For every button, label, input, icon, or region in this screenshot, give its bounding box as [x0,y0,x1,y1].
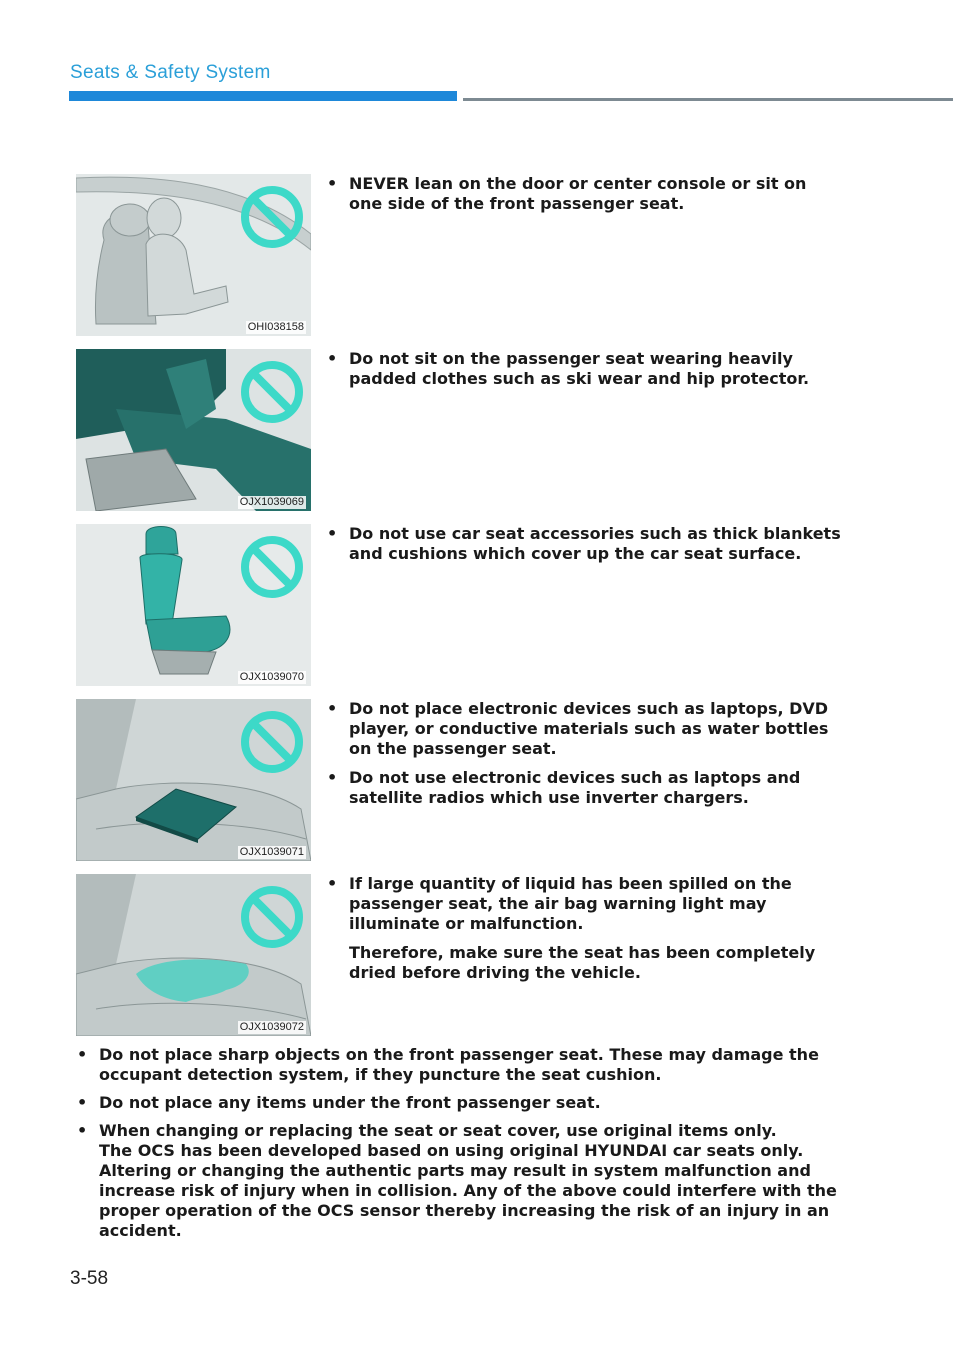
figure-3-bullets [324,524,844,573]
page-number: 3-58 [70,1268,109,1289]
figure-liquid-spill [76,874,311,1036]
figure-code: OJX1039072 [239,1021,304,1033]
bullet-text: The OCS has been developed based on using original HYUNDAI car seats only. Altering or changing the authentic parts may result in system malfunction and increase risk of injury when in collision. Any of the above could interfere with the proper operation of the OCS sensor thereby increasing the risk of an injury in an accident. [99,1141,837,1240]
padded-clothes-illustration [76,349,311,511]
figure-code: OHI038158 [247,321,304,333]
bullet-item: • Do not sit on the passenger seat wearing heavily padded clothes such as ski wear and hip protector. [324,349,844,389]
bullet-item: • NEVER lean on the door or center console or sit on one side of the front passenger seat. [324,174,844,214]
figure-code: OJX1039069 [239,496,304,508]
bullet-item: • Do not place electronic devices such as laptops, DVD player, or conductive materials such as water bottles on the passenger seat. [324,699,844,759]
bullet-text: If large quantity of liquid has been spilled on the passenger seat, the air bag warning light may illuminate or malfunction. [349,874,792,933]
figure-laptop-on-seat [76,699,311,861]
person-leaning-on-door-illustration [76,174,311,336]
bullet-item: • Do not place sharp objects on the front passenger seat. These may damage the occupant detection system, if they puncture the seat cushion. [74,1045,874,1085]
figure-lean-on-door [76,174,311,336]
bullet-item: • Do not use electronic devices such as laptops and satellite radios which use inverter chargers. [324,768,844,808]
figure-code: OJX1039071 [239,846,304,858]
bullet-text: • When changing or replacing the seat or seat cover, use original items only. [99,1121,777,1140]
header-rule-blue [69,91,457,101]
bullet-item: • Do not use car seat accessories such as thick blankets and cushions which cover up the car seat surface. [324,524,844,564]
bullet-item: • Do not place any items under the front passenger seat. [74,1093,874,1113]
laptop-on-seat-illustration [76,699,311,861]
figure-1-bullets [324,174,844,223]
section-title: Seats & Safety System [70,62,271,83]
seat-cover-illustration [76,524,311,686]
figure-5-bullets [324,874,844,992]
figure-padded-clothes [76,349,311,511]
figure-2-bullets [324,349,844,398]
liquid-spill-illustration [76,874,311,1036]
bullet-item [74,1121,874,1241]
general-bullets [74,1045,874,1249]
figure-4-bullets [324,699,844,817]
bullet-continuation: Therefore, make sure the seat has been completely dried before driving the vehicle. [349,943,816,982]
figure-code: OJX1039070 [239,671,304,683]
header-rule-gray [463,98,953,101]
figure-seat-cover [76,524,311,686]
bullet-item [324,874,844,983]
